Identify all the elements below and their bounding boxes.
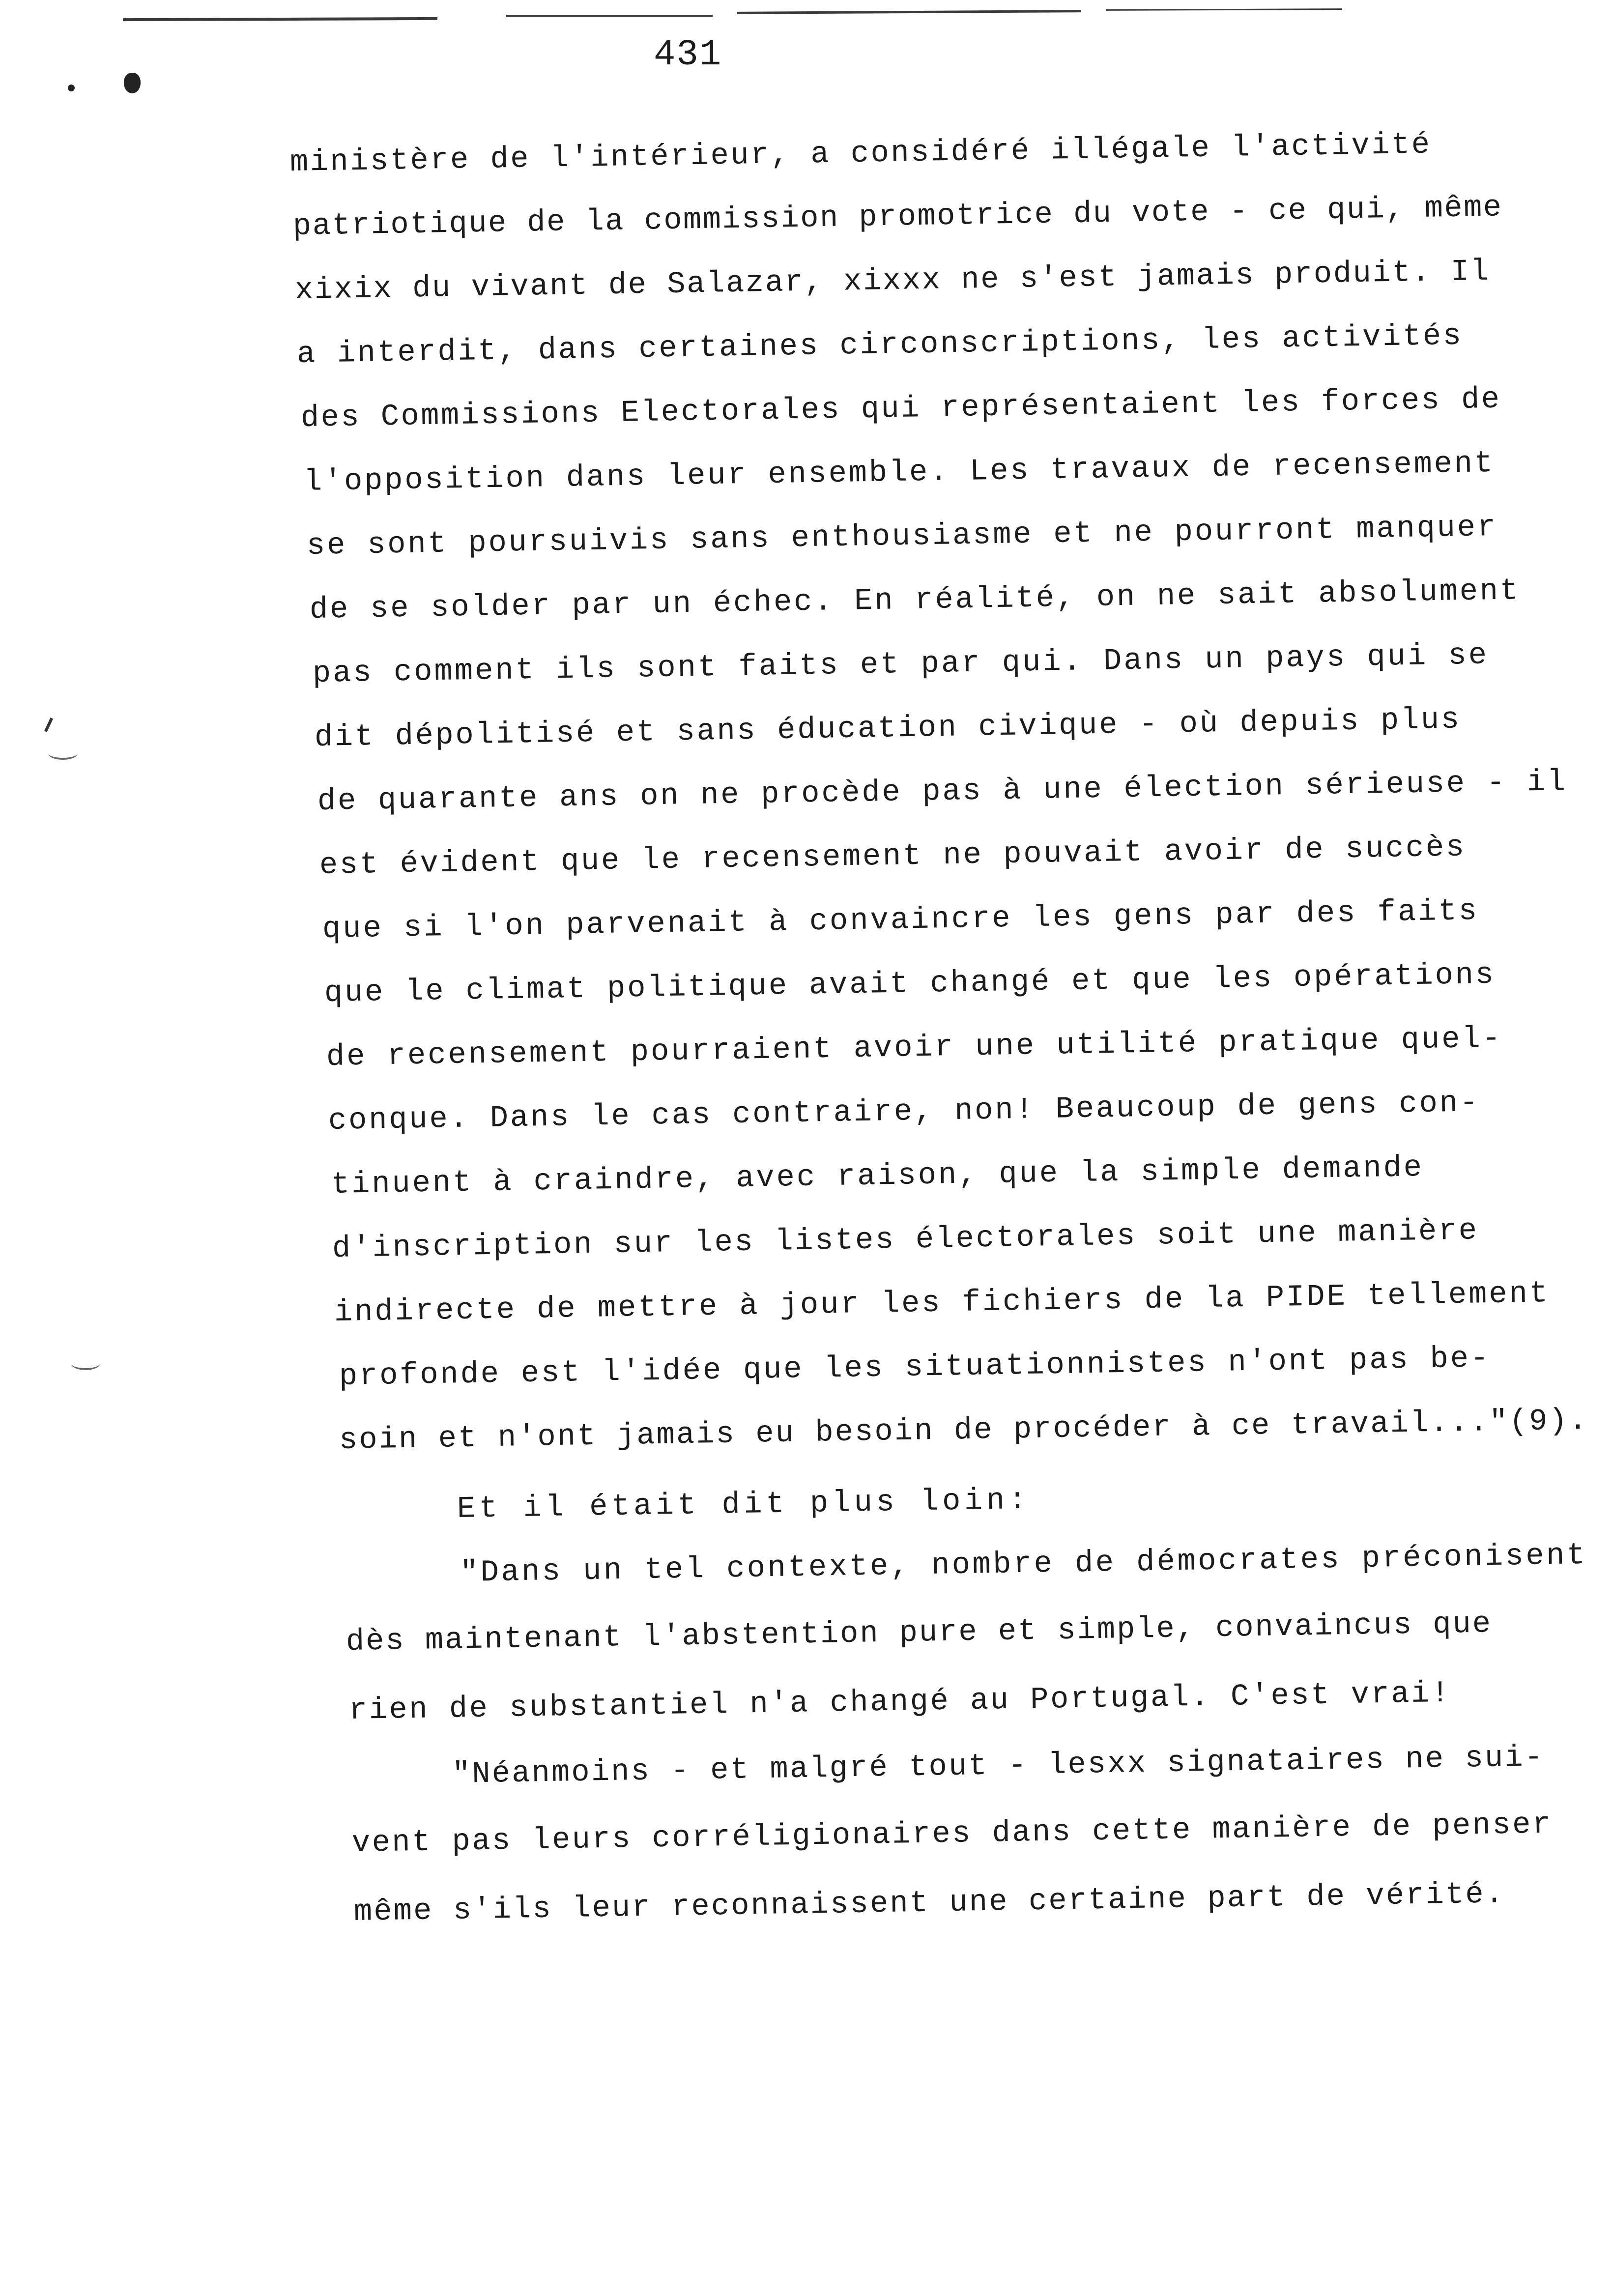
text-line: dit dépolitisé et sans éducation civique - où depuis plus [314,702,1462,755]
text-line: Et il était dit plus loin: [457,1482,1031,1526]
scan-speck [124,73,141,93]
top-rule [123,17,437,21]
text-line: dès maintenant l'abstention pure et simple, convaincus que [345,1606,1493,1659]
text-line: "Néanmoins - et malgré tout - lesxx signataires ne sui- [452,1740,1545,1792]
text-line: vent pas leurs corréligionaires dans cette manière de penser [351,1807,1553,1861]
text-line: indirecte de mettre à jour les fichiers de la PIDE tellement [334,1276,1550,1330]
text-line: pas comment ils sont faits et par qui. Dans un pays qui se [312,637,1489,691]
margin-mark [71,1356,100,1370]
text-line: soin et n'ont jamais eu besoin de procéder à ce travail..."(9). [339,1403,1589,1458]
text-line: l'opposition dans leur ensemble. Les travaux de recensement [303,445,1495,499]
text-line: de se solder par un échec. En réalité, on ne sait absolument [309,573,1521,627]
text-line: que le climat politique avait changé et que les opérations [324,957,1496,1010]
text-line: ministère de l'intérieur, a considéré illégale l'activité [289,127,1432,180]
text-line: rien de substantiel n'a changé au Portugal. C'est vrai! [348,1675,1452,1728]
text-line: conque. Dans le cas contraire, non! Beaucoup de gens con- [328,1085,1480,1138]
text-line: de quarante ans on ne procède pas à une élection sérieuse - il [317,764,1568,819]
text-line: de recensement pourraient avoir une utilité pratique quel- [326,1021,1503,1074]
text-line: a interdit, dans certaines circonscriptions, les activités [296,318,1464,372]
text-line: "Dans un tel contexte, nombre de démocrates préconisent [460,1537,1588,1590]
margin-mark [44,718,53,732]
text-line: profonde est l'idée que les situationnistes n'ont pas be- [339,1341,1491,1394]
page-number: 431 [654,34,722,76]
text-line: d'inscription sur les listes électorales soit une manière [332,1213,1479,1266]
text-line: que si l'on parvenait à convaincre les gens par des faits [322,893,1479,947]
text-line: tinuent à craindre, avec raison, que la simple demande [331,1150,1424,1202]
top-rule [506,15,713,17]
text-line: des Commissions Electorales qui représentaient les forces de [300,381,1502,435]
scan-speck [68,85,75,91]
text-line: est évident que le recensement ne pouvait avoir de succès [319,830,1467,883]
margin-mark [48,747,78,760]
text-line: même s'ils leur reconnaissent une certaine part de vérité. [353,1876,1505,1929]
top-rule [737,10,1081,14]
top-rule [1106,8,1342,11]
text-line: se sont poursuivis sans enthousiasme et ne pourront manquer [306,509,1498,563]
text-line: xixix du vivant de Salazar, xixxx ne s'est jamais produit. Il [294,254,1491,308]
text-line: patriotique de la commission promotrice du vote - ce qui, même [292,190,1503,244]
